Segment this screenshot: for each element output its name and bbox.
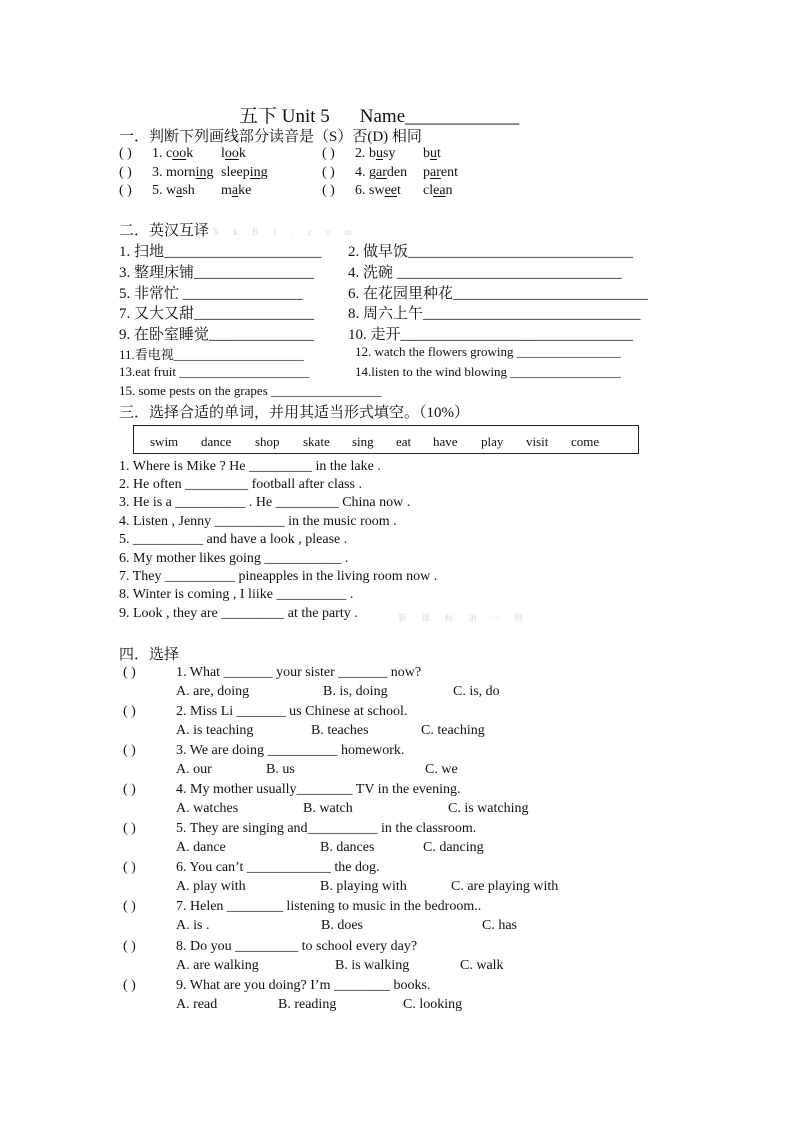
section3-heading: 三．选择合适的单词，并用其适当形式填空。（10%） [119,405,469,421]
question-text: 2. Miss Li _______ us Chinese at school. [176,704,408,719]
word-1-pre: morn [166,165,196,180]
word-1-underlined: ing [195,165,214,180]
word-1-underlined: a [176,183,183,198]
word-2 [423,183,453,199]
watermark-xkb1: X k B 1 . c o m [212,227,358,237]
question-text: 4. My mother usually________ TV in the evening. [176,782,461,797]
answer-paren[interactable]: ( ) [123,821,136,836]
translation-item-left: 7. 又大又甜________________ [119,306,315,322]
word-2-post: t [437,146,441,161]
fill-blank-item: 6. My mother likes going ___________ . [119,551,349,566]
question-text: 8. Do you _________ to school every day? [176,939,418,954]
question-text: 1. What _______ your sister _______ now? [176,665,422,680]
translation-item-left: 9. 在卧室睡觉______________ [119,327,315,343]
word-1-underlined: ee [384,183,397,198]
question-text: 9. What are you doing? I’m ________ books. [176,978,431,993]
word-1 [166,183,195,199]
option-b: B. reading [278,997,337,1012]
word-1-underlined: ar [376,165,387,180]
question-text: 7. Helen ________ listening to music in the bedroom.. [176,899,482,914]
fill-blank-item: 5. __________ and have a look , please . [119,532,348,547]
word-bank-word: have [433,434,458,449]
title-main: 五下 Unit 5 [239,106,330,127]
word-1 [166,165,213,181]
translation-item-right: 2. 做早饭______________________________ [348,244,634,260]
option-a: A. is teaching [176,723,254,738]
word-2 [221,183,251,199]
word-1 [166,146,193,162]
word-1 [369,165,407,181]
option-c: C. teaching [421,723,485,738]
option-b: B. dances [320,840,375,855]
answer-paren[interactable]: ( ) [322,165,335,180]
word-bank-word: visit [526,434,549,449]
translation-item-left: 3. 整理床铺________________ [119,265,315,281]
word-1-underlined: oo [172,146,187,161]
word-1-pre: b [369,146,376,161]
word-1-post: den [386,165,408,180]
option-a: A. our [176,762,212,777]
fill-blank-item: 7. They __________ pineapples in the living room now . [119,569,438,584]
option-a: A. dance [176,840,226,855]
option-a: A. read [176,997,218,1012]
section2-heading [119,219,358,240]
word-1-post: sy [383,146,396,161]
answer-paren[interactable]: ( ) [123,782,136,797]
word-bank-word: play [481,434,504,449]
fill-blank-item: 9. Look , they are _________ at the party . [119,606,358,621]
translation-item-right: 14.listen to the wind blowing _________________ [355,364,621,379]
word-2-post: ke [238,183,252,198]
item-number: 2. [355,146,366,161]
word-1-pre: sw [369,183,385,198]
word-2-underlined: ing [249,165,268,180]
word-1-pre: c [166,146,173,161]
section4-heading: 四．选择 [119,647,180,663]
word-1-post: k [186,146,194,161]
translation-item-left: 15. some pests on the grapes _________________ [119,383,382,398]
option-c: C. are playing with [451,879,559,894]
option-b: B. is, doing [323,684,388,699]
word-1-underlined: u [376,146,383,161]
word-1 [369,146,395,162]
translation-item-right: 10. 走开_______________________________ [348,327,634,343]
option-b: B. is walking [335,958,410,973]
name-blank: ____________ [405,106,520,127]
word-1-pre: g [369,165,376,180]
item-number: 3. [152,165,163,180]
item-number: 4. [355,165,366,180]
worksheet-title [239,101,519,128]
answer-paren[interactable]: ( ) [123,860,136,875]
option-b: B. teaches [311,723,369,738]
option-a: A. is . [176,918,210,933]
fill-blank-item: 1. Where is Mike ? He _________ in the lake . [119,459,381,474]
item-number: 1. [152,146,163,161]
question-text: 5. They are singing and__________ in the classroom. [176,821,477,836]
watermark-xkbdyw: 新 课 标 第 一 网 [398,613,530,623]
word-2-pre: l [221,146,225,161]
option-c: C. we [425,762,458,777]
word-2-pre: cl [423,183,434,198]
answer-paren[interactable]: ( ) [119,183,132,198]
answer-paren[interactable]: ( ) [123,743,136,758]
question-text: 6. You can’t ____________ the dog. [176,860,380,875]
word-bank-word: eat [396,434,412,449]
answer-paren[interactable]: ( ) [322,146,335,161]
option-c: C. dancing [423,840,484,855]
word-2-post: n [445,183,453,198]
word-2-underlined: ea [433,183,446,198]
word-2-post: ent [440,165,458,180]
word-1-post: t [397,183,401,198]
answer-paren[interactable]: ( ) [322,183,335,198]
fill-blank-item: 4. Listen , Jenny __________ in the music room . [119,514,397,529]
answer-paren[interactable]: ( ) [123,899,136,914]
translation-item-right: 12. watch the flowers growing ________________ [355,344,621,359]
answer-paren[interactable]: ( ) [123,939,136,954]
word-bank-word: skate [303,434,330,449]
option-a: A. are, doing [176,684,250,699]
fill-blank-item: 2. He often _________ football after class . [119,477,362,492]
option-c: C. is watching [448,801,529,816]
word-1 [369,183,401,199]
word-bank-word: dance [201,434,232,449]
word-2 [423,165,458,181]
option-b: B. us [266,762,295,777]
word-bank-word: sing [352,434,374,449]
word-bank-word: swim [150,434,179,449]
translation-item-left: 5. 非常忙 ________________ [119,286,303,302]
item-number: 5. [152,183,163,198]
word-1-post: sh [182,183,195,198]
option-b: B. watch [303,801,353,816]
word-2-underlined: u [430,146,437,161]
section1-heading: 一．判断下列画线部分读音是（S）否(D) 相同 [119,129,422,145]
answer-paren[interactable]: ( ) [119,165,132,180]
name-label: Name [359,106,406,127]
option-c: C. looking [403,997,463,1012]
option-a: A. play with [176,879,246,894]
translation-item-right: 8. 周六上午_____________________________ [348,306,641,322]
word-bank-word: come [571,434,600,449]
fill-blank-item: 8. Winter is coming , I liike __________ . [119,587,354,602]
word-2-pre: b [423,146,430,161]
answer-paren[interactable]: ( ) [123,978,136,993]
translation-item-right: 4. 洗碗 ______________________________ [348,265,622,281]
translation-item-right: 6. 在花园里种花__________________________ [348,286,649,302]
word-2-underlined: oo [224,146,239,161]
word-2 [423,146,441,162]
option-c: C. is, do [453,684,500,699]
translation-item-left: 11.看电视____________________ [119,347,304,362]
item-number: 6. [355,183,366,198]
option-c: C. walk [460,958,504,973]
answer-paren[interactable]: ( ) [123,665,136,680]
word-2-underlined: ar [430,165,441,180]
word-bank-word: shop [255,434,280,449]
word-2 [221,165,268,181]
word-2-post: k [238,146,246,161]
word-2-pre: sleep [221,165,250,180]
option-a: A. are walking [176,958,259,973]
translation-item-left: 1. 扫地_____________________ [119,244,322,260]
question-text: 3. We are doing __________ homework. [176,743,405,758]
word-2-pre: p [423,165,430,180]
option-b: B. playing with [320,879,407,894]
word-2-pre: m [221,183,232,198]
section2-heading-text: 二．英汉互译 [119,223,210,239]
option-a: A. watches [176,801,239,816]
word-1-pre: w [166,183,177,198]
word-2 [221,146,246,162]
answer-paren[interactable]: ( ) [123,704,136,719]
option-b: B. does [321,918,363,933]
option-c: C. has [482,918,517,933]
answer-paren[interactable]: ( ) [119,146,132,161]
fill-blank-item: 3. He is a __________ . He _________ China now . [119,495,411,510]
translation-item-left: 13.eat fruit ____________________ [119,364,310,379]
word-2-underlined: a [231,183,239,198]
